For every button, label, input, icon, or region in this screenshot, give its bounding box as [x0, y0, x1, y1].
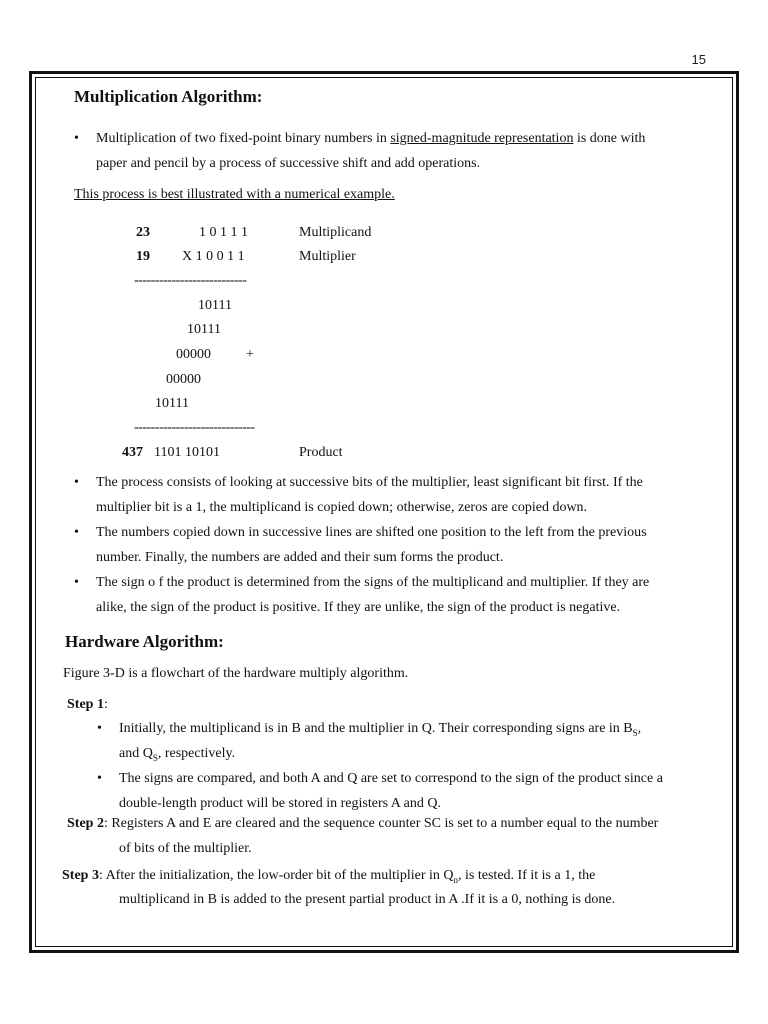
- bullet-text-line2: multiplier bit is a 1, the multiplicand is copied down; otherwise, zeros are copied down.: [96, 500, 588, 515]
- partial-product-1: 10111: [198, 298, 232, 313]
- step2-line2: of bits of the multiplier.: [119, 841, 252, 856]
- bullet-sign: [74, 570, 708, 620]
- multiplicand-decimal: 23: [136, 225, 150, 240]
- step1-label: Step 1: [67, 697, 104, 712]
- step1-heading: [67, 697, 108, 713]
- bullet-shift: [74, 520, 708, 570]
- bullet-text-part: ,: [637, 721, 642, 736]
- step2-label: Step 2: [67, 816, 104, 831]
- bullet-dot: •: [97, 721, 102, 736]
- section-title-multiplication: Multiplication Algorithm:: [74, 87, 263, 106]
- bullet-dot: •: [74, 575, 79, 590]
- plus-sign: +: [246, 347, 254, 362]
- bullet-text-line2: paper and pencil by a process of successive shift and add operations.: [96, 156, 481, 171]
- bullet-text: is done with: [573, 131, 646, 146]
- step3-text: : After the initialization, the low-order bit of the multiplier in Q: [98, 868, 454, 883]
- bullet-text-part: Initially, the multiplicand is in B and the multiplier in Q. Their corresponding signs are in B: [119, 721, 633, 736]
- bullet-dot: •: [74, 131, 79, 146]
- multiplier-binary: X 1 0 0 1 1: [182, 249, 245, 264]
- divider-top: ---------------------------: [134, 273, 247, 288]
- subscript-s: S: [632, 727, 638, 738]
- bullet-text-part: , respectively.: [157, 746, 236, 761]
- step1-bullet-compare: [97, 766, 708, 816]
- bullet-dot: •: [74, 475, 79, 490]
- partial-product-4: 00000: [166, 372, 201, 387]
- bullet-text: The numbers copied down in successive lines are shifted one position to the left from the previous: [96, 525, 647, 540]
- illustration-note: This process is best illustrated with a numerical example.: [74, 187, 395, 202]
- step2-line1: [67, 816, 658, 832]
- step3-text: , is tested. If it is a 1, the: [458, 868, 596, 883]
- bullet-text: The process consists of looking at successive bits of the multiplier, least significant bit first. If the: [96, 475, 643, 490]
- product-label: Product: [299, 445, 343, 460]
- product-binary: 1101 10101: [154, 445, 220, 460]
- bullet-dot: •: [97, 771, 102, 786]
- step2-text: : Registers A and E are cleared and the sequence counter SC is set to a number equal to the number: [103, 816, 659, 831]
- page-number: 15: [691, 52, 706, 67]
- divider-bottom: -----------------------------: [134, 420, 255, 435]
- bullet-text: Multiplication of two fixed-point binary numbers in: [96, 131, 391, 146]
- multiplier-decimal: 19: [136, 249, 150, 264]
- signed-magnitude-term: signed-magnitude representation: [390, 131, 574, 146]
- partial-product-2: 10111: [187, 322, 221, 337]
- step1-colon: :: [103, 697, 108, 712]
- bullet-text: The sign o f the product is determined from the signs of the multiplicand and multiplier. If they are: [96, 575, 650, 590]
- section-title-hardware: Hardware Algorithm:: [65, 632, 224, 651]
- bullet-dot: •: [74, 525, 79, 540]
- partial-product-5: 10111: [155, 396, 189, 411]
- partial-product-3: 00000: [176, 347, 211, 362]
- subscript-s: S: [152, 752, 158, 763]
- bullet-text-line2: alike, the sign of the product is positive. If they are unlike, the sign of the product is negative.: [96, 600, 621, 615]
- hardware-intro: Figure 3-D is a flowchart of the hardware multiply algorithm.: [63, 666, 409, 681]
- step3-line1: [62, 868, 595, 885]
- product-decimal: 437: [122, 445, 143, 460]
- multiplier-label: Multiplier: [299, 249, 356, 264]
- bullet-text-part: and Q: [119, 746, 153, 761]
- bullet-text: The signs are compared, and both A and Q are set to correspond to the sign of the product since a: [119, 771, 663, 786]
- subscript-n: n: [453, 874, 459, 885]
- bullet-intro: [74, 126, 708, 176]
- bullet-process: [74, 470, 708, 520]
- multiplicand-binary: 1 0 1 1 1: [199, 225, 248, 240]
- step1-bullet-init: [97, 716, 708, 766]
- step3-line2: multiplicand in B is added to the present partial product in A .If it is a 0, nothing is done.: [119, 892, 616, 907]
- bullet-text-line2: double-length product will be stored in registers A and Q.: [119, 796, 441, 811]
- bullet-text-line2: number. Finally, the numbers are added and their sum forms the product.: [96, 550, 504, 565]
- multiplicand-label: Multiplicand: [299, 225, 372, 240]
- step3-label: Step 3: [62, 868, 99, 883]
